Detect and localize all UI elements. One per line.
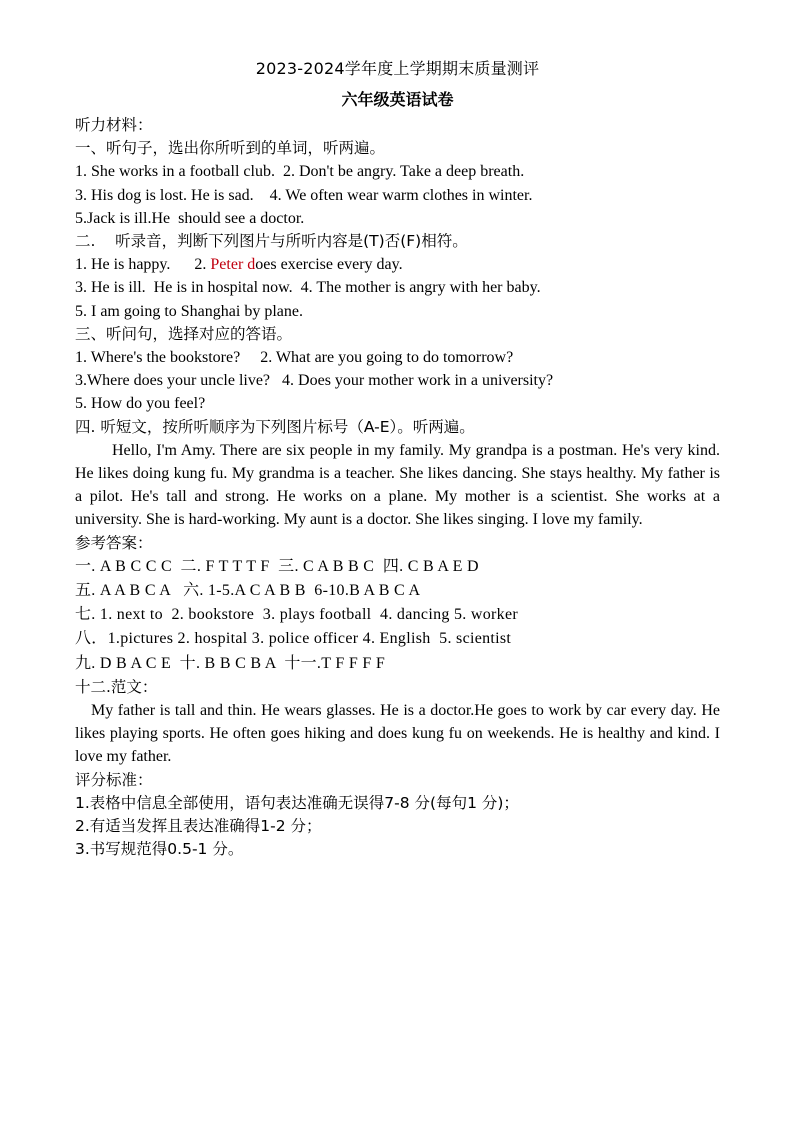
answer-line: 七. 1. next to 2. bookstore 3. plays football 4. dancing 5. worker — [75, 606, 518, 624]
part3-line: 1. Where's the bookstore? 2. What are you going to do tomorrow? — [75, 349, 514, 367]
part1-line: 1. She works in a football club. 2. Don't be angry. Take a deep breath. — [75, 163, 525, 181]
grading-heading: 评分标准： — [75, 770, 153, 789]
document-subtitle: 六年级英语试卷 — [341, 90, 454, 109]
grading-line: 1.表格中信息全部使用，语句表达准确无误得7-8 分(每句1 分)； — [75, 793, 519, 812]
part1-line: 5.Jack is ill.He should see a doctor. — [75, 209, 305, 227]
answer-line: 五. A A B C A 六. 1-5.A C A B B 6-10.B A B C A — [75, 582, 421, 600]
document-title: 2023-2024学年度上学期期末质量测评 — [255, 59, 540, 78]
part2-line-text: oes exercise every day. — [255, 256, 403, 274]
part2-line: 5. I am going to Shanghai by plane. — [75, 302, 303, 320]
part3-heading: 三、听问句，选择对应的答语。 — [75, 324, 293, 343]
part2-heading: 二. 听录音，判断下列图片与所听内容是(T)否(F)相符。 — [75, 232, 468, 251]
essay-heading: 十二.范文： — [75, 677, 158, 696]
part1-line: 3. His dog is lost. He is sad. 4. We often wear warm clothes in winter. — [75, 186, 533, 204]
answer-line: 一. A B C C C 二. F T T T F 三. C A B B C 四. C B A E D — [75, 557, 479, 575]
highlighted-text: Peter d — [210, 256, 256, 274]
answer-line: 八．1.pictures 2. hospital 3. police officer 4. English 5. scientist — [75, 630, 512, 648]
essay-text: My father is tall and thin. He wears glasses. He is a doctor.He goes to work by car every day. He likes playing sports. He often goes hiking and does kung fu on weekends. He is healthy and kind. I love my father. — [75, 702, 720, 766]
document-page — [75, 58, 720, 862]
grading-line: 3.书写规范得0.5-1 分。 — [75, 840, 244, 859]
part3-line: 3.Where does your uncle live? 4. Does your mother work in a university? — [75, 372, 554, 390]
listening-heading: 听力材料： — [75, 116, 153, 134]
part2-line-text: 1. He is happy. 2. — [75, 256, 211, 274]
part1-heading: 一、听句子，选出你所听到的单词，听两遍。 — [75, 139, 386, 158]
part4-passage: Hello, I'm Amy. There are six people in my family. My grandpa is a postman. He's very kind. He likes doing kung fu. My grandma is a teacher. She likes dancing. She stays healthy. My father is a pilot. He's tall and strong. He works on a plane. My mother is a scientist. She works at a university. She is hard-working. My aunt is a doctor. She likes singing. I love my family. — [75, 441, 720, 529]
part2-line — [75, 253, 720, 276]
part2-line: 3. He is ill. He is in hospital now. 4. The mother is angry with her baby. — [75, 279, 541, 297]
answers-heading: 参考答案： — [75, 533, 153, 552]
grading-line: 2.有适当发挥且表达准确得1-2 分； — [75, 817, 322, 836]
answer-line: 九. D B A C E 十. B B C B A 十一.T F F F F — [75, 654, 386, 672]
part3-line: 5. How do you feel? — [75, 395, 206, 413]
part4-heading: 四. 听短文，按所听顺序为下列图片标号（A-E）。听两遍。 — [75, 417, 475, 436]
